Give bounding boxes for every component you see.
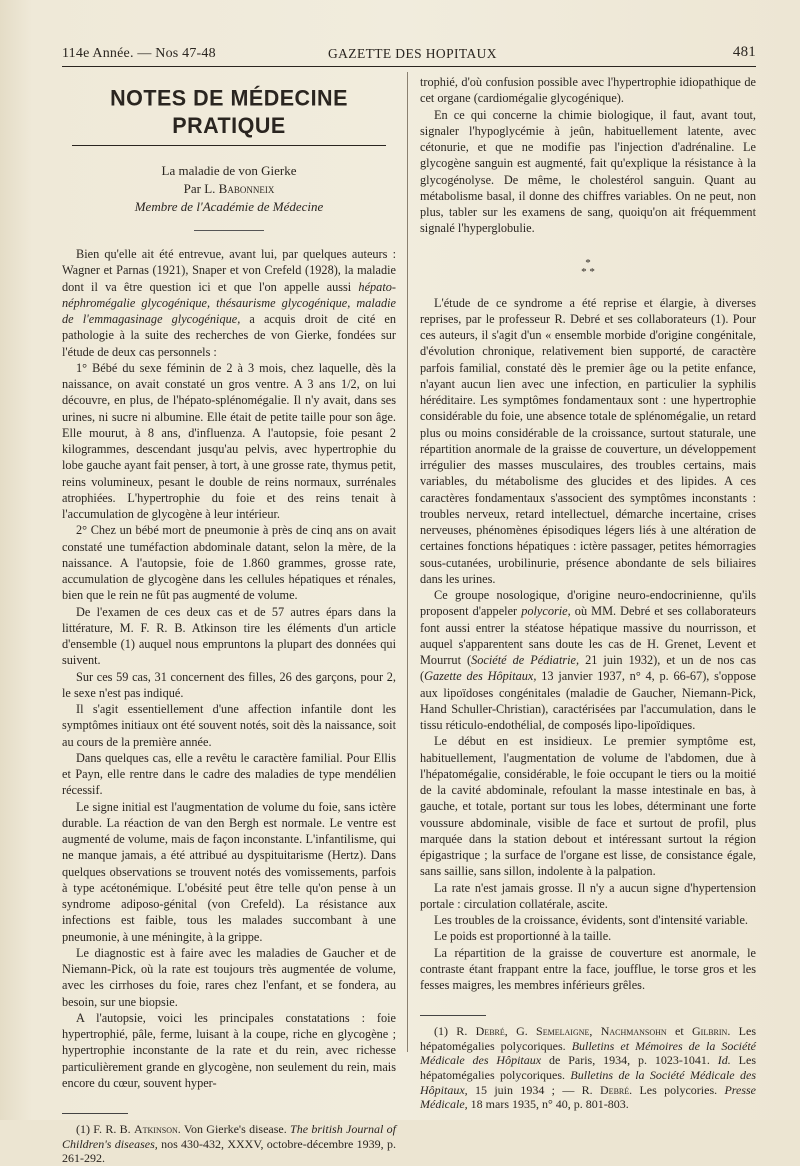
right-column [420,74,756,1112]
paragraph: Le signe initial est l'augmentation de volume du foie, sans ictère durable. La réaction de van den Bergh est normale. Le ventre est augmenté de volume, mais de façon inconstante. L'infantilisme, qui ne manque jamais, a été attribué au dyspituitarisme (Hertz). Dans quelques observations se trouvent notés des vomissements, parfois à type acétonémique. L'obésité peut être telle qu'on pense à un syndrome adiposo-génital (von Crefeld). La résistance aux infections est faible, tous les malades succombant à une pneumonie, à une méningite, à la grippe. [62,799,396,944]
footnote-rule [62,1113,128,1114]
paragraph: L'étude de ce syndrome a été reprise et élargie, à diverses reprises, par le professeur R. Debré et ses collaborateurs (1). Pour ces auteurs, il s'agit d'un « ensemble morbide d'origine congénitale, d'évolution chronique, relativement bien supporté, de caractère parfois familial, constaté dès le premier âge ou la petite enfance, n'ayant aucun lien avec une infection, en particulier la syphilis héréditaire. Les symptômes fondamentaux sont : une hypertrophie considérable du foie, une absence totale de splénomégalie, un retard plus ou moins considérable de la croissance, surtout staturale, une répartition anormale de la graisse de couverture, un développement irrégulier des masses musculaires, des troubles certains, mais variables, du métabolisme des glucides et des lipides. A ces caractères fondamentaux s'associent des symptômes inconstants : troubles nerveux, retard intellectuel, démarche incertaine, crises nerveuses, phénomènes épisodiques légers liés à une altération de certaines fonctions hépatiques : ictère passager, petites hémorragies sous-cutanées, urobilinurie, présence abondante de sels biliaires dans les urines. [420,295,756,586]
paragraph: Dans quelques cas, elle a revêtu le caractère familial. Pour Ellis et Payn, elle rentre dans le cadre des maladies de type mendélien récessif. [62,750,396,798]
paragraph: La rate n'est jamais grosse. Il n'y a aucun signe d'hypertension portale : circulation collatérale, ascite. [420,880,756,911]
paragraph: Il s'agit essentiellement d'une affection infantile dont les symptômes initiaux ont été souvent notés, soit dès la naissance, soit au cours de la première année. [62,702,396,749]
footnote: (1) F. R. B. Atkinson. Von Gierke's disease. The british Journal of Children's diseases, nos 430-432, XXXV, octobre-décembre 1939, p. 261-292. [62,1122,396,1166]
footnote-rule [420,1015,486,1016]
author-name: Babonneix [218,181,275,196]
running-header [62,46,756,66]
header-rule [62,66,756,67]
paragraph: 1° Bébé du sexe féminin de 2 à 3 mois, chez laquelle, dès la naissance, on avait constaté un gros ventre. A 3 ans 1/2, on lui découvre, en plus, de l'hépato-splénomégalie. Il n'y avait, dans ses urines, ni sucre ni albumine. Elle était de petite taille pour son âge. Elle mourut, à 8 ans, d'influenza. A l'autopsie, foie pesant 2 kilogrammes, descendant jusqu'au pelvis, avec hypertrophie du lobe gauche ayant fait penser, à tort, à une grosse rate, thymus petit, reins volumineux, pesant le double de reins normaux, surrénales atrophiées. L'hypertrophie du foie et des reins tenait à l'accumulation de glycogène à leur intérieur. [62,360,396,521]
issue-label: 114e Année. — Nos 47-48 [62,46,216,61]
page-number: 481 [732,44,756,60]
left-column [62,74,396,1166]
journal-name: GAZETTE DES HOPITAUX [328,46,497,61]
paragraph: De l'examen de ces deux cas et de 57 autres épars dans la littérature, M. F. R. B. Atkinson tire les éléments d'un article d'ensemble (1) auquel nous empruntons la plupart des données qui suivent. [62,604,396,668]
column-divider [407,72,408,1052]
paragraph: A l'autopsie, voici les principales constatations : foie hypertrophié, pâle, ferme, luisant à la coupe, riche en glycogène ; hypertrophie inconstante de la rate et du rein, avec richesse particulièrement grande en glycogène, non seulement du rein, mais encore du cœur, souvent hyper- [62,1010,396,1090]
paragraph: Bien qu'elle ait été entrevue, avant lui, par quelques auteurs : Wagner et Parnas (1921), Snaper et von Crefeld (1928), la maladie dont il va être question ici et que l'on appelle aussi hépato-néphromégalie glycogénique, thésaurisme glycogénique, maladie de l'emmagasinage glycogénique, a acquis droit de cité en pathologie à la suite des recherches de von Gierke, fondées sur l'étude de deux cas personnels : [62,247,396,359]
paragraph: 2° Chez un bébé mort de pneumonie à près de cinq ans on avait constaté une tuméfaction abdominale datant, selon la mère, de la naissance. A l'autopsie, foie de 1.860 grammes, grosse rate, accumulation de glycogène dans les cellules hépatiques et rénales, bien que le rein ne fût pas augmenté de volume. [62,523,396,603]
footnote: (1) R. Debré, G. Semelaigne, Nachmansohn et Gilbrin. Les hépatomégalies polycoriques. Bulletins et Mémoires de la Société Médicale des Hôpitaux de Paris, 1934, p. 1023-1041. Id. Les hépatomégalies polycoriques. Bulletins de la Société Médicale des Hôpitaux, 15 juin 1934 ; — R. Debré. Les polycories. Presse Médicale, 18 mars 1935, n° 40, p. 801-803. [420,1024,757,1112]
paragraph: La répartition de la graisse de couverture est anormale, le contraste étant frappant entre la face, joufflue, le torse gros et les fesses maigres, les membres inférieurs grêles. [420,945,756,992]
paragraph: Ce groupe nosologique, d'origine neuro-endocrinienne, qu'ils proposent d'appeler polycorie, où MM. Debré et ses collaborateurs font aussi entrer la stéatose hépatique massive du nourrisson, et auquel s'apparentent sans doute les cas de H. Grenet, Levent et Mourrut (Société de Pédiatrie, 21 juin 1932), et un de nos cas (Gazette des Hôpitaux, 13 janvier 1937, n° 4, p. 66-67), s'oppose aux lipoïdoses congénitales (maladie de Gaucher, Niemann-Pick, Hand Schuller-Christian), caractérisées par l'accumulation, dans le tissu réticulo-endothélial, de composés lipo-lipoïdiques. [420,588,756,732]
paragraph: Sur ces 59 cas, 31 concernent des filles, 26 des garçons, pour 2, le sexe n'est pas indiqué. [62,669,396,700]
title-divider [194,230,264,231]
paragraph: En ce qui concerne la chimie biologique, il faut, avant tout, signaler l'hypoglycémie à jeûn, habituellement latente, avec cétonurie, et que ne modifie pas l'injection d'adrénaline. Le glycogène sanguin est augmenté, fait qu'explique la résistance à la glycogénolyse. De même, le cholestérol sanguin. Quant au métabolisme basal, il donne des chiffres variables. On ne peut, non plus, tabler sur les examens de sang, quoiqu'on ait fréquemment signalé l'hyperglobulie. [420,107,756,236]
article-title: La maladie de von Gierke [161,163,297,178]
byline: Par L. Babonneix [183,181,275,196]
author-role: Membre de l'Académie de Médecine [134,199,324,214]
paragraph: Les troubles de la croissance, évidents, sont d'intensité variable. [434,913,748,927]
paragraph: trophié, d'où confusion possible avec l'hypertrophie idiopathique de cet organe (cardiomégalie glycogénique). [420,75,756,106]
section-title-rule [72,145,386,146]
paragraph: Le poids est proportionné à la taille. [434,929,612,944]
paragraph: Le diagnostic est à faire avec les maladies de Gaucher et de Niemann-Pick, où la rate est toujours très augmentée de volume, avec les cirrhoses du foie, rares chez l'enfant, et se fondera, au besoin, sur une biopsie. [62,945,396,1009]
paragraph: Le début en est insidieux. Le premier symptôme est, habituellement, l'augmentation de volume de l'abdomen, due à l'hépatomégalie, considérable, le foie occupant le tiers ou la moitié de la cavité abdominale, refoulant la masse intestinale en bas, à gauche, et totale, portant sur tous les lobes, déterminant une forte voussure abdominale, visible de face et surtout de profil, plus marquée dans la station debout et intéressant surtout la région épigastrique ; la surface de l'organe est lisse, de consistance égale, sans saillie, sans sillon, indolente à la palpation. [420,734,756,879]
asterism: * * * [581,256,595,278]
section-title: NOTES DE MÉDECINE PRATIQUE [110,85,348,139]
